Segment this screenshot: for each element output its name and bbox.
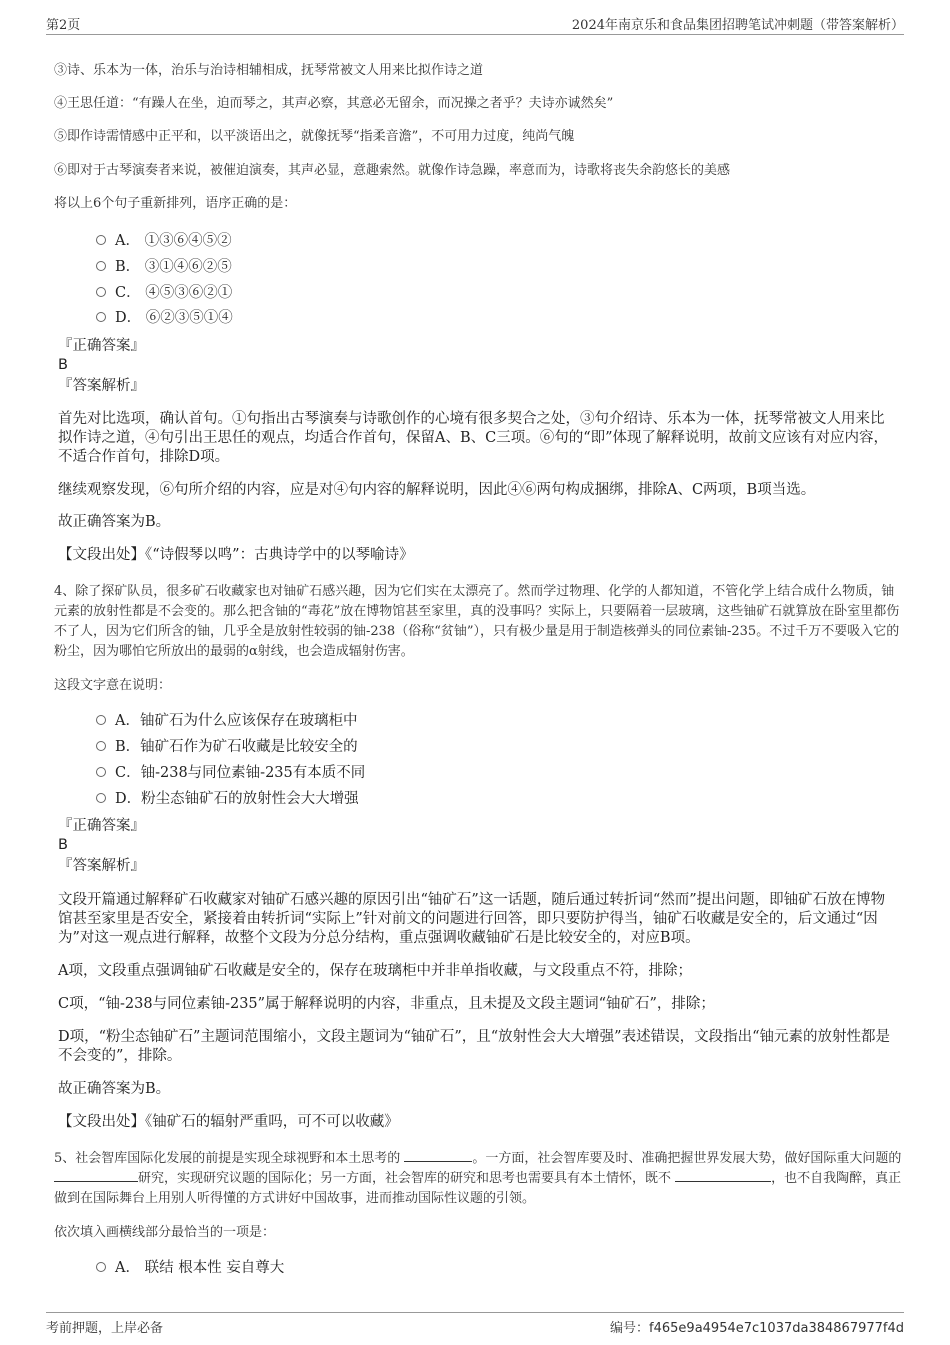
q3-sentence-4: ④王思任道：“有躁人在坐，迫而琴之，其声必察，其意必无留余，而况操之者乎？夫诗亦诚然矣” bbox=[54, 96, 614, 111]
radio-icon[interactable] bbox=[96, 793, 106, 803]
option-label: B． ③①④⑥②⑤ bbox=[115, 259, 232, 275]
blank-3 bbox=[675, 1169, 771, 1182]
q4-analysis-para-4: D项，“粉尘态铀矿石”主题词范围缩小，文段主题词为“铀矿石”，且“放射性会大大增强”表述错误，文段指出“铀元素的放射性都是不会变的”，排除。 bbox=[58, 1029, 891, 1064]
radio-icon[interactable] bbox=[96, 235, 106, 245]
q3-option-a[interactable] bbox=[96, 231, 232, 251]
q3-analysis-para-2: 继续观察发现，⑥句所介绍的内容，应是对④句内容的解释说明，因此④⑥两句构成捆绑，排除A、C两项，B项当选。 bbox=[58, 482, 816, 498]
q5-prompt: 依次填入画横线部分最恰当的一项是： bbox=[54, 1225, 276, 1240]
q3-analysis-para-1: 首先对比选项，确认首句。①句指出古琴演奏与诗歌创作的心境有很多契合之处，③句介绍诗、乐本为一体，抚琴常被文人用来比拟作诗之道，④句引出王思任的观点，均适合作首句，保留A、B、C三项。⑥句的“即”体现了解释说明，故前文应该有对应内容，不适合作首句，排除D项。 bbox=[58, 411, 889, 465]
q3-sentence-3: ③诗、乐本为一体，治乐与治诗相辅相成，抚琴常被文人用来比拟作诗之道 bbox=[54, 63, 484, 78]
blank-1 bbox=[404, 1149, 472, 1162]
radio-icon[interactable] bbox=[96, 312, 106, 322]
q4-source: 【文段出处】《铀矿石的辐射严重吗，可不可以收藏》 bbox=[58, 1114, 399, 1130]
q4-option-a[interactable] bbox=[96, 711, 357, 731]
radio-icon[interactable] bbox=[96, 287, 106, 297]
q4-prompt: 这段文字意在说明： bbox=[54, 678, 172, 693]
q4-stem: 4、除了探矿队员，很多矿石收藏家也对铀矿石感兴趣，因为它们实在太漂亮了。然而学过物理、化学的人都知道，不管化学上结合成什么物质，铀元素的放射性都是不会变的。那么把含铀的“毒花”放在博物馆甚至家里，真的没事吗？实际上，只要隔着一层玻璃，这些铀矿石就算放在卧室里都伤不了人，因为它们所含的铀，几乎全是放射性较弱的铀-238（俗称“贫铀”），只有极少量是用于制造核弹头的同位素铀-235。不过千万不要吸入它的粉尘，因为哪怕它所放出的最弱的α射线，也会造成辐射伤害。 bbox=[54, 584, 900, 659]
q3-source: 【文段出处】《“诗假琴以鸣”：古典诗学中的以琴喻诗》 bbox=[58, 547, 414, 563]
page-header bbox=[46, 12, 904, 35]
option-label: C．铀-238与同位素铀-235有本质不同 bbox=[115, 765, 366, 781]
q5-stem-part-1: 5、社会智库国际化发展的前提是实现全球视野和本土思考的 bbox=[54, 1151, 405, 1166]
option-label: A． 联结 根本性 妄自尊大 bbox=[115, 1260, 285, 1276]
q4-analysis-label: 『答案解析』 bbox=[58, 858, 145, 874]
document-id: 编号：f465e9a4954e7c1037da384867977f4d bbox=[610, 1321, 904, 1336]
option-label: A． ①③⑥④⑤② bbox=[115, 233, 232, 249]
radio-icon[interactable] bbox=[96, 741, 106, 751]
q4-option-b[interactable] bbox=[96, 737, 358, 757]
page-footer bbox=[46, 1312, 904, 1337]
q5-stem-part-3: 研究，实现研究议题的国际化；另一方面，社会智库的研究和思考也需要具有本土情怀，既不 bbox=[138, 1171, 676, 1186]
q3-answer: B bbox=[58, 357, 68, 373]
q3-sentence-6: ⑥即对于古琴演奏者来说，被催迫演奏，其声必显，意趣索然。就像作诗急躁，率意而为，诗歌将丧失余韵悠长的美感 bbox=[54, 163, 731, 178]
q3-answer-label: 『正确答案』 bbox=[58, 338, 145, 354]
q3-option-c[interactable] bbox=[96, 283, 232, 303]
q3-analysis-label: 『答案解析』 bbox=[58, 378, 145, 394]
page-number: 第2页 bbox=[46, 18, 81, 33]
q3-analysis-para-3: 故正确答案为B。 bbox=[58, 514, 171, 530]
q4-analysis-para-1: 文段开篇通过解释矿石收藏家对铀矿石感兴趣的原因引出“铀矿石”这一话题，随后通过转折词“然而”提出问题，即铀矿石放在博物馆甚至家里是否安全，紧接着由转折词“实际上”针对前文的问题进行回答，即只要防护得当，铀矿石收藏是安全的，后文通过“因为”对这一观点进行解释，故整个文段为分总分结构，重点强调收藏铀矿石是比较安全的，对应B项。 bbox=[58, 892, 886, 946]
q5-stem-part-2: 。一方面，社会智库要及时、准确把握世界发展大势，做好国际重大问题的 bbox=[472, 1151, 902, 1166]
blank-2 bbox=[54, 1169, 138, 1182]
q3-option-d[interactable] bbox=[96, 308, 233, 328]
radio-icon[interactable] bbox=[96, 715, 106, 725]
option-label: D． ⑥②③⑤①④ bbox=[115, 310, 233, 326]
q3-option-b[interactable] bbox=[96, 257, 232, 277]
q4-option-c[interactable] bbox=[96, 763, 365, 783]
q4-option-d[interactable] bbox=[96, 789, 359, 809]
q4-answer: B bbox=[58, 837, 68, 853]
q4-analysis-para-2: A项，文段重点强调铀矿石收藏是安全的，保存在玻璃柜中并非单指收藏，与文段重点不符，排除； bbox=[58, 963, 692, 979]
q4-answer-label: 『正确答案』 bbox=[58, 818, 145, 834]
q5-option-a[interactable] bbox=[96, 1258, 284, 1278]
option-label: C． ④⑤③⑥②① bbox=[115, 285, 233, 301]
q4-analysis-para-3: C项，“铀-238与同位素铀-235”属于解释说明的内容，非重点，且未提及文段主题词“铀矿石”，排除； bbox=[58, 996, 715, 1012]
radio-icon[interactable] bbox=[96, 767, 106, 777]
q5-stem bbox=[54, 1149, 902, 1209]
q5-stem-part-4: ，也不自我陶醉，真正做到在国际舞台上用别人听得懂的方式讲好中国故事，进而推动国际性议题的引领。 bbox=[54, 1171, 902, 1206]
q4-analysis-para-5: 故正确答案为B。 bbox=[58, 1081, 171, 1097]
q3-sentence-5: ⑤即作诗需情感中正平和，以平淡语出之，就像抚琴“指柔音澹”，不可用力过度，纯尚气魄 bbox=[54, 129, 575, 144]
option-label: B．铀矿石作为矿石收藏是比较安全的 bbox=[115, 739, 358, 755]
radio-icon[interactable] bbox=[96, 1262, 106, 1272]
radio-icon[interactable] bbox=[96, 261, 106, 271]
q3-prompt: 将以上6个句子重新排列，语序正确的是： bbox=[54, 196, 297, 211]
document-title: 2024年南京乐和食品集团招聘笔试冲刺题（带答案解析） bbox=[571, 18, 904, 33]
option-label: D．粉尘态铀矿石的放射性会大大增强 bbox=[115, 791, 359, 807]
footer-slogan: 考前押题，上岸必备 bbox=[46, 1321, 164, 1336]
option-label: A．铀矿石为什么应该保存在玻璃柜中 bbox=[115, 713, 358, 729]
